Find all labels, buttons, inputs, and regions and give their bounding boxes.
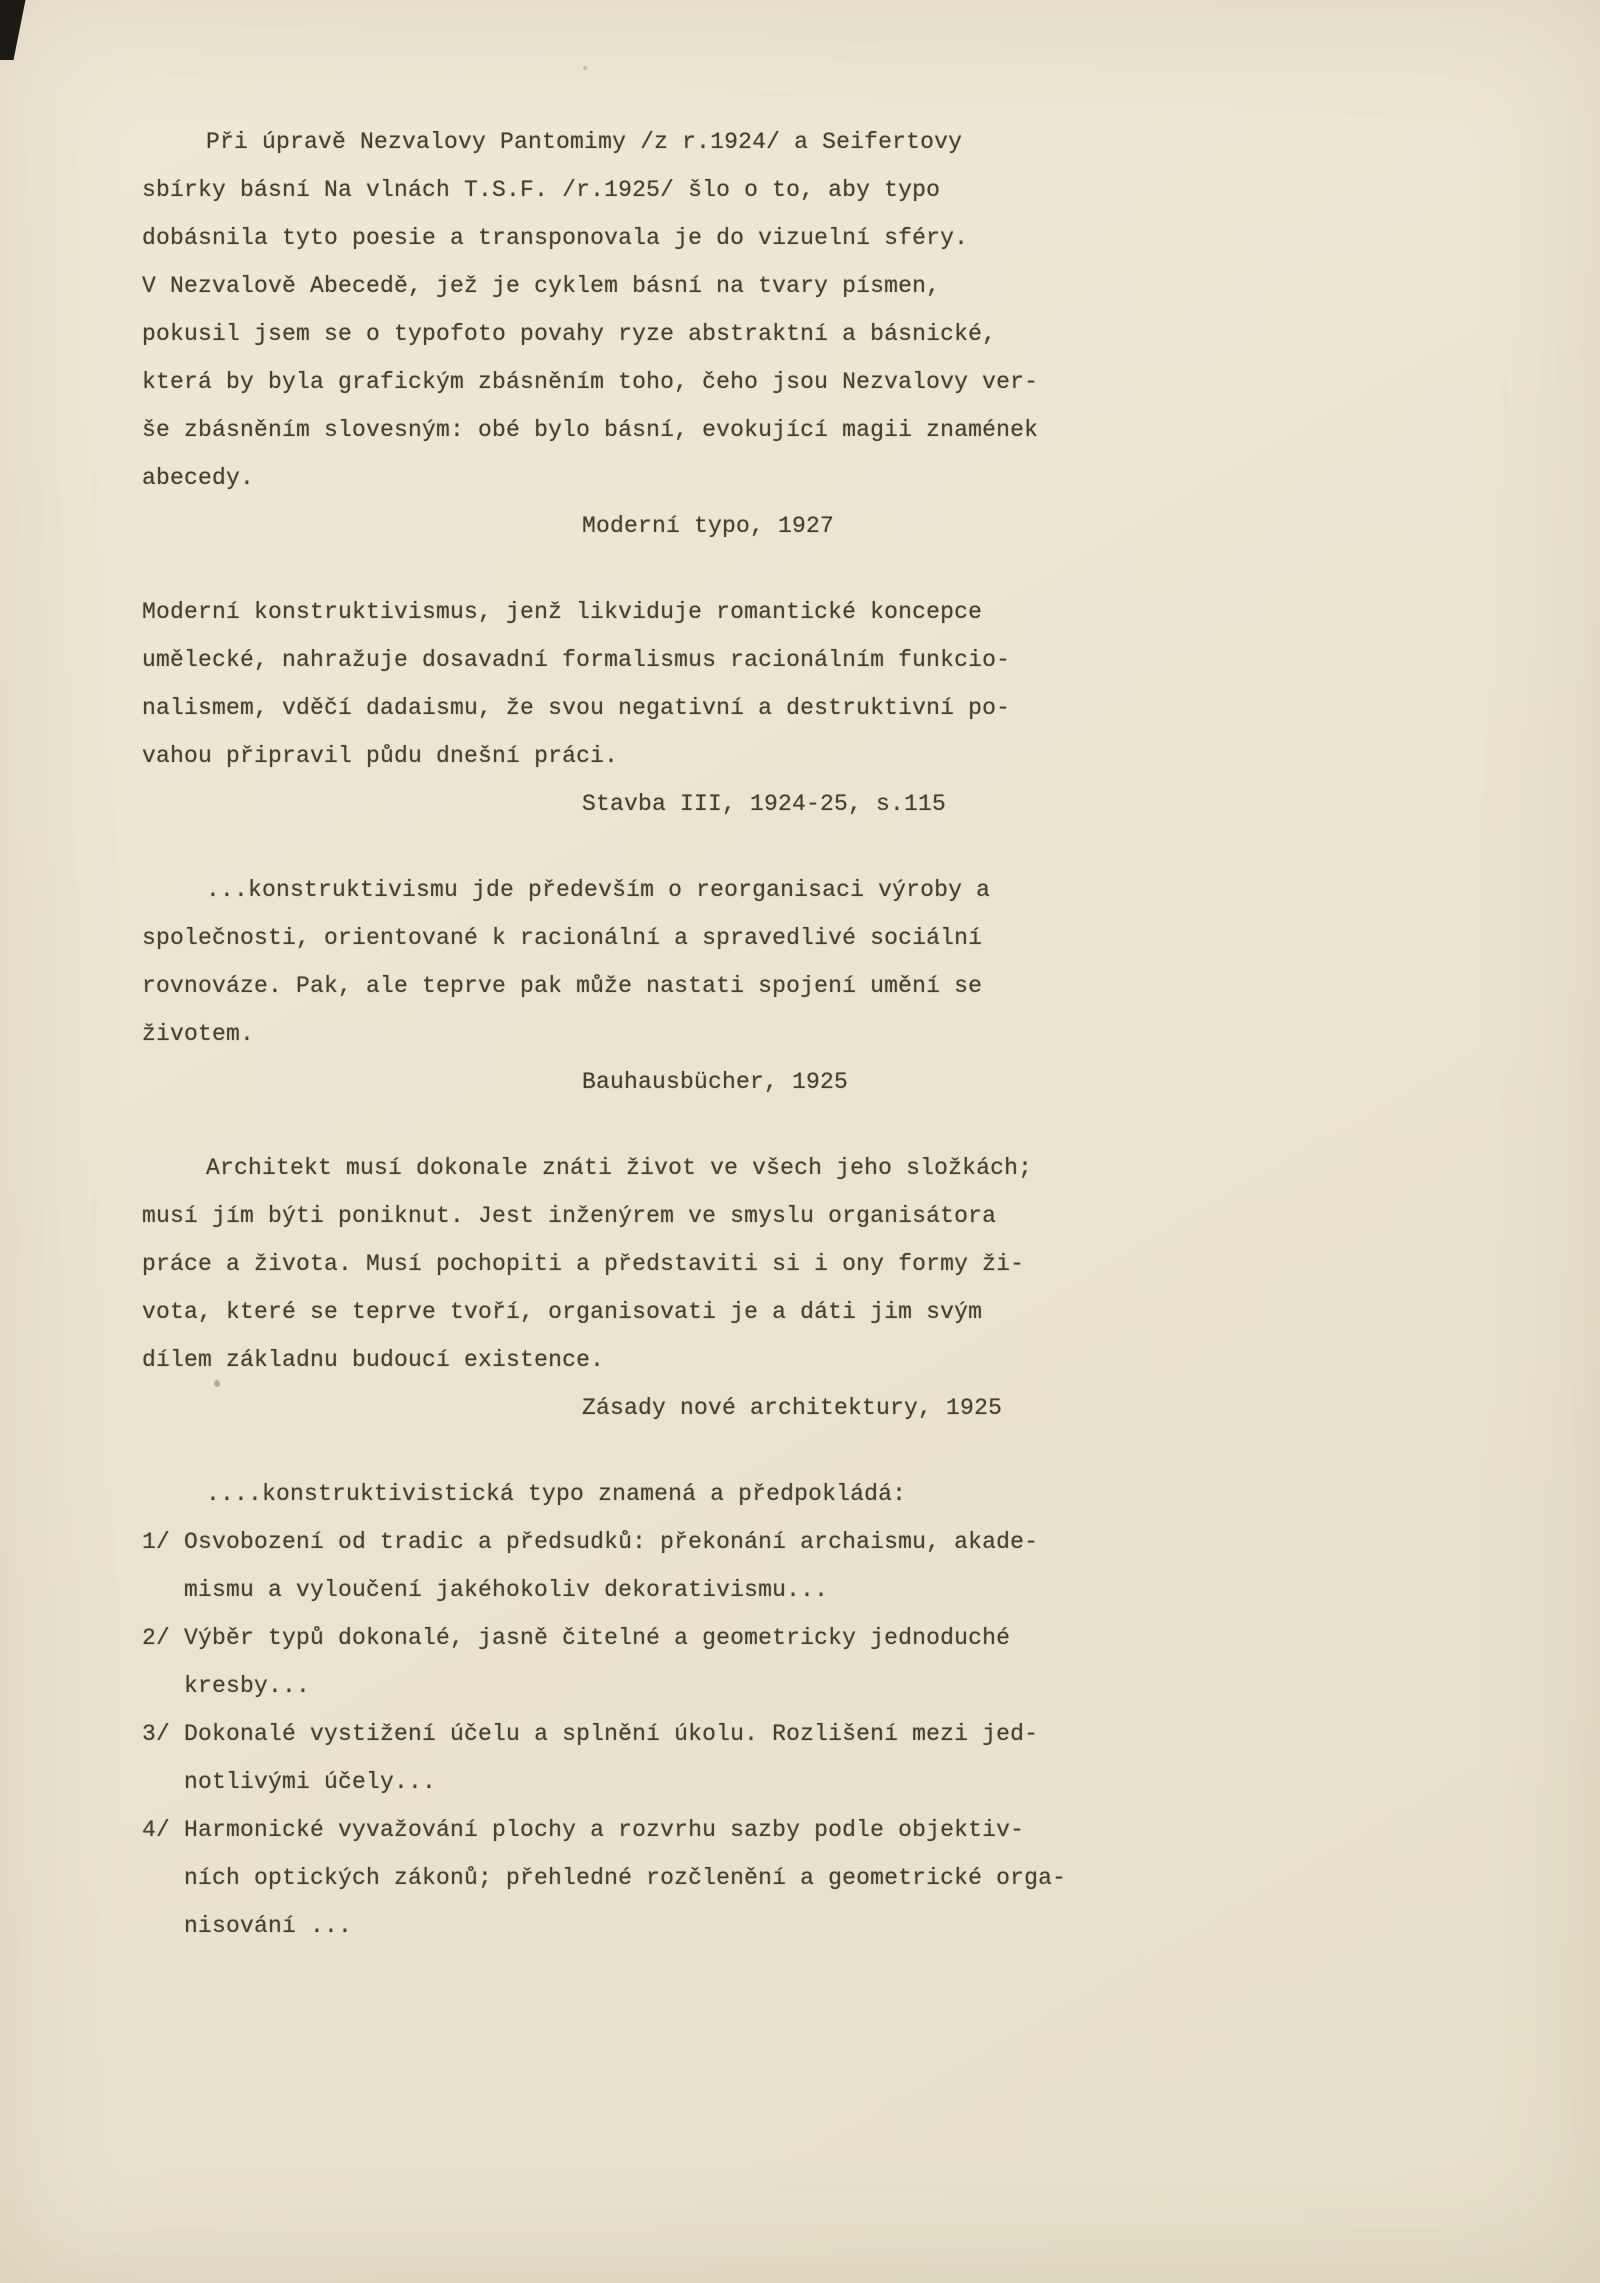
- scan-artifact-corner-mark: [0, 0, 30, 60]
- text-line: rovnováze. Pak, ale teprve pak může nastati spojení umění se: [142, 973, 983, 999]
- text-block: [142, 1470, 1182, 1950]
- text-line: Moderní konstruktivismus, jenž likviduje romantické koncepce: [142, 599, 983, 625]
- attribution-line: Bauhausbücher, 1925: [582, 1069, 849, 1095]
- text-line: še zbásněním slovesným: obé bylo básní, evokující magii znamének: [142, 417, 1039, 443]
- text-line: notlivými účely...: [184, 1769, 437, 1795]
- text-line: Při úpravě Nezvalovy Pantomimy /z r.1924/ a Seifertovy: [206, 129, 963, 155]
- text-line: Architekt musí dokonale znáti život ve všech jeho složkách;: [206, 1155, 1033, 1181]
- text-line: životem.: [142, 1021, 255, 1047]
- text-line: abecedy.: [142, 465, 255, 491]
- text-line: 4/ Harmonické vyvažování plochy a rozvrhu sazby podle objektiv-: [142, 1817, 1025, 1843]
- text-line: nalismem, vděčí dadaismu, že svou negativní a destruktivní po-: [142, 695, 1011, 721]
- text-line: musí jím býti poniknut. Jest inženýrem ve smyslu organisátora: [142, 1203, 997, 1229]
- text-line: společnosti, orientované k racionální a spravedlivé sociální: [142, 925, 983, 951]
- text-line: dílem základnu budoucí existence.: [142, 1347, 605, 1373]
- text-block: [142, 1144, 1182, 1432]
- text-line: 1/ Osvobození od tradic a předsudků: překonání archaismu, akade-: [142, 1529, 1039, 1555]
- attribution-line: Zásady nové architektury, 1925: [582, 1395, 1003, 1421]
- text-line: mismu a vyloučení jakéhokoliv dekorativismu...: [184, 1577, 829, 1603]
- text-line: vota, které se teprve tvoří, organisovati je a dáti jim svým: [142, 1299, 983, 1325]
- attribution-line: Stavba III, 1924-25, s.115: [582, 791, 947, 817]
- text-line: pokusil jsem se o typofoto povahy ryze abstraktní a básnické,: [142, 321, 997, 347]
- text-line: práce a života. Musí pochopiti a představiti si i ony formy ži-: [142, 1251, 1025, 1277]
- text-line: 2/ Výběr typů dokonalé, jasně čitelné a geometricky jednoduché: [142, 1625, 1011, 1651]
- text-line: kresby...: [184, 1673, 311, 1699]
- text-line: ních optických zákonů; přehledné rozčlenění a geometrické orga-: [184, 1865, 1067, 1891]
- text-line: nisování ...: [184, 1913, 353, 1939]
- text-line: umělecké, nahražuje dosavadní formalismus racionálním funkcio-: [142, 647, 1011, 673]
- text-line: V Nezvalově Abecedě, jež je cyklem básní na tvary písmen,: [142, 273, 941, 299]
- text-block: [142, 866, 1182, 1106]
- text-block: [142, 588, 1182, 828]
- text-line: ...konstruktivismu jde především o reorganisaci výroby a: [206, 877, 991, 903]
- document-body: [142, 118, 1182, 1988]
- text-line: ....konstruktivistická typo znamená a předpokládá:: [206, 1481, 907, 1507]
- text-line: vahou připravil půdu dnešní práci.: [142, 743, 619, 769]
- scan-artifact-speck: [583, 66, 587, 70]
- text-line: 3/ Dokonalé vystižení účelu a splnění úkolu. Rozlišení mezi jed-: [142, 1721, 1039, 1747]
- text-block: [142, 118, 1182, 550]
- text-line: dobásnila tyto poesie a transponovala je do vizuelní sféry.: [142, 225, 969, 251]
- attribution-line: Moderní typo, 1927: [582, 513, 835, 539]
- text-line: která by byla grafickým zbásněním toho, čeho jsou Nezvalovy ver-: [142, 369, 1039, 395]
- text-line: sbírky básní Na vlnách T.S.F. /r.1925/ šlo o to, aby typo: [142, 177, 941, 203]
